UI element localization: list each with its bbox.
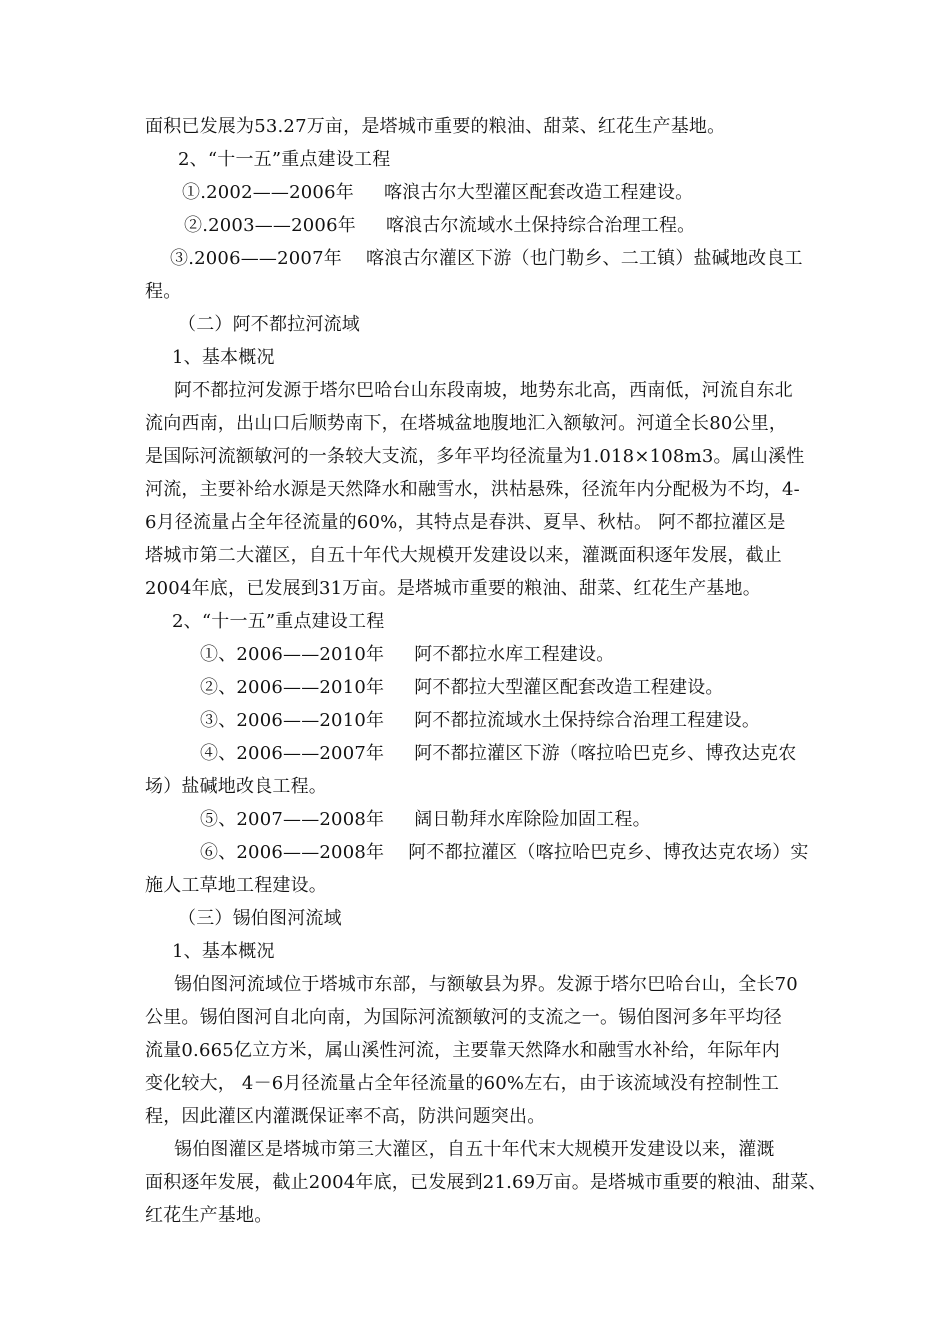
list-item (200, 711, 760, 731)
list-item (200, 645, 614, 665)
item-number: ①、2006——2010年 (200, 644, 385, 665)
item-number: ①.2002——2006年 (182, 182, 354, 203)
paragraph-line: 2004年底，已发展到31万亩。是塔城市重要的粮油、甜菜、红花生产基地。 (145, 578, 761, 599)
item-text: 阿不都拉流域水土保持综合治理工程建设。 (414, 710, 761, 731)
item-text: 喀浪古尔灌区下游（也门勒乡、二工镇）盐碱地改良工 (365, 248, 803, 269)
paragraph-line: 面积逐年发展，截止2004年底，已发展到21.69万亩。是塔城市重要的粮油、甜菜、 (145, 1172, 827, 1193)
item-text: 阿不都拉灌区（喀拉哈巴克乡、博孜达克农场）实 (408, 842, 809, 863)
section-heading: 2、“十一五”重点建设工程 (178, 149, 391, 170)
paragraph-line: 是国际河流额敏河的一条较大支流，多年平均径流量为1.018×108m3。属山溪性 (145, 446, 805, 467)
paragraph-line: 变化较大， 4－6月径流量占全年径流量的60%左右，由于该流域没有控制性工 (145, 1073, 780, 1094)
section-title: （三）锡伯图河流域 (178, 908, 342, 929)
item-continuation: 施人工草地工程建设。 (145, 875, 327, 896)
item-number: ④、2006——2007年 (200, 743, 385, 764)
paragraph-line: 流量0.665亿立方米，属山溪性河流，主要靠天然降水和融雪水补给，年际年内 (145, 1040, 780, 1061)
item-number: ③.2006——2007年 (170, 248, 342, 269)
paragraph-line: 红花生产基地。 (145, 1205, 273, 1226)
paragraph-line: 公里。锡伯图河自北向南，为国际河流额敏河的支流之一。锡伯图河多年平均径 (145, 1007, 782, 1028)
section-heading: 2、“十一五”重点建设工程 (172, 611, 385, 632)
item-text: 喀浪古尔流域水土保持综合治理工程。 (385, 215, 696, 236)
item-text: 阿不都拉大型灌区配套改造工程建设。 (414, 677, 724, 698)
list-item (200, 678, 724, 698)
paragraph-line: 锡伯图灌区是塔城市第三大灌区，自五十年代末大规模开发建设以来，灌溉 (174, 1139, 775, 1160)
section-title: （二）阿不都拉河流域 (178, 314, 360, 335)
item-continuation: 程。 (145, 281, 182, 302)
item-text: 阿不都拉水库工程建设。 (414, 644, 615, 665)
item-text: 阿不都拉灌区下游（喀拉哈巴克乡、博孜达克农 (414, 743, 797, 764)
item-number: ③、2006——2010年 (200, 710, 385, 731)
list-item (200, 843, 809, 863)
item-number: ⑤、2007——2008年 (200, 809, 385, 830)
item-text: 喀浪古尔大型灌区配套改造工程建设。 (383, 182, 694, 203)
list-item (200, 810, 651, 830)
paragraph-line: 锡伯图河流域位于塔城市东部，与额敏县为界。发源于塔尔巴哈台山，全长70 (174, 974, 798, 995)
paragraph-line: 阿不都拉河发源于塔尔巴哈台山东段南坡，地势东北高，西南低，河流自东北 (174, 380, 793, 401)
list-item (182, 183, 693, 203)
sub-heading: 1、基本概况 (172, 347, 275, 368)
item-continuation: 场）盐碱地改良工程。 (145, 776, 327, 797)
paragraph-line: 6月径流量占全年径流量的60%，其特点是春洪、夏旱、秋枯。 阿不都拉灌区是 (145, 512, 786, 533)
item-number: ②.2003——2006年 (184, 215, 356, 236)
sub-heading: 1、基本概况 (172, 941, 275, 962)
list-item (170, 249, 803, 269)
paragraph-line: 河流，主要补给水源是天然降水和融雪水，洪枯悬殊，径流年内分配极为不均，4- (145, 479, 800, 500)
item-number: ②、2006——2010年 (200, 677, 385, 698)
paragraph-line: 程，因此灌区内灌溉保证率不高，防洪问题突出。 (145, 1106, 546, 1127)
list-item (184, 216, 695, 236)
paragraph-line: 面积已发展为53.27万亩，是塔城市重要的粮油、甜菜、红花生产基地。 (145, 116, 726, 137)
list-item (200, 744, 796, 764)
paragraph-line: 流向西南，出山口后顺势南下，在塔城盆地腹地汇入额敏河。河道全长80公里， (145, 413, 788, 434)
paragraph-line: 塔城市第二大灌区，自五十年代大规模开发建设以来，灌溉面积逐年发展，截止 (145, 545, 782, 566)
item-number: ⑥、2006——2008年 (200, 842, 385, 863)
item-text: 阔日勒拜水库除险加固工程。 (414, 809, 651, 830)
